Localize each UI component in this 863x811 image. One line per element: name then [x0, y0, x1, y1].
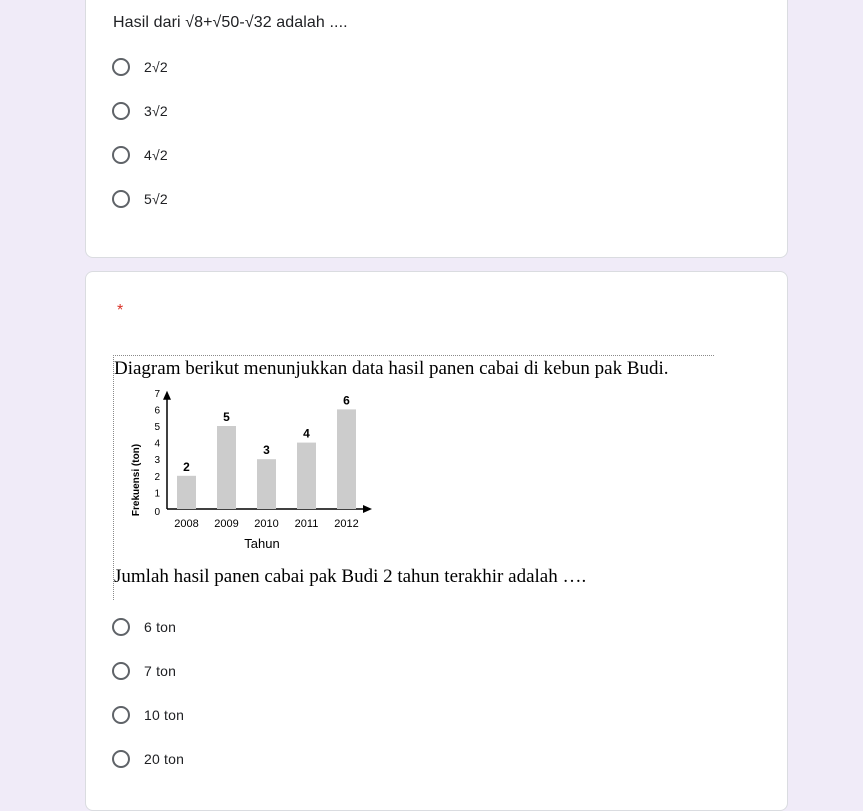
radio-option-2[interactable]	[112, 659, 176, 683]
radio-button[interactable]	[112, 102, 130, 120]
option-label: 7 ton	[144, 663, 177, 679]
x-tick-label: 2012	[334, 518, 359, 530]
bar-2009	[217, 426, 236, 509]
x-tick-label: 2008	[174, 518, 199, 530]
bar-value-label: 2	[183, 459, 190, 474]
question-image	[113, 355, 714, 600]
x-tick-label: 2010	[254, 518, 279, 530]
radio-option-1[interactable]	[112, 55, 168, 79]
radio-button[interactable]	[112, 190, 130, 208]
radio-button[interactable]	[112, 146, 130, 164]
option-label: 3√2	[144, 103, 168, 119]
bar-2012	[337, 409, 356, 509]
option-label: 2√2	[144, 59, 168, 75]
x-axis-label: Tahun	[244, 536, 280, 551]
radio-option-2[interactable]	[112, 99, 168, 123]
y-tick-label: 2	[154, 471, 160, 483]
bar-value-label: 6	[343, 393, 350, 408]
x-tick-label: 2009	[214, 518, 239, 530]
radio-button[interactable]	[112, 618, 130, 636]
bar-value-label: 3	[263, 443, 270, 458]
bar-value-label: 5	[223, 410, 230, 424]
y-tick-label: 1	[154, 488, 160, 500]
y-axis-arrow	[163, 391, 171, 400]
bar-2010	[257, 459, 276, 509]
y-tick-label: 0	[154, 507, 160, 518]
radio-option-4[interactable]	[112, 187, 168, 211]
y-tick-label: 6	[154, 405, 160, 417]
image-caption-bottom: Jumlah hasil panen cabai pak Budi 2 tahun terakhir adalah ….	[114, 566, 587, 587]
radio-button[interactable]	[112, 662, 130, 680]
option-label: 6 ton	[144, 619, 177, 635]
option-label: 20 ton	[144, 751, 185, 767]
question-card-1	[85, 0, 788, 258]
radio-button[interactable]	[112, 706, 130, 724]
question-title: Hasil dari √8+√50-√32 adalah ....	[113, 14, 348, 31]
question-card-2	[85, 271, 788, 811]
bar-2011	[297, 443, 316, 509]
bar-chart	[122, 384, 382, 564]
option-label: 4√2	[144, 147, 168, 163]
y-tick-label: 5	[154, 422, 160, 433]
option-label: 10 ton	[144, 707, 185, 723]
x-tick-label: 2011	[294, 518, 319, 530]
bar-2008	[177, 476, 196, 509]
radio-option-1[interactable]	[112, 615, 176, 639]
y-axis-label: Frekuensi (ton)	[131, 443, 142, 517]
option-label: 5√2	[144, 191, 168, 207]
radio-option-3[interactable]	[112, 143, 168, 167]
radio-option-3[interactable]	[112, 703, 184, 727]
y-tick-label: 7	[154, 388, 160, 400]
bar-value-label: 4	[303, 426, 310, 441]
image-caption-top: Diagram berikut menunjukkan data hasil panen cabai di kebun pak Budi.	[114, 358, 669, 379]
radio-option-4[interactable]	[112, 747, 184, 771]
radio-button[interactable]	[112, 750, 130, 768]
radio-button[interactable]	[112, 58, 130, 76]
y-tick-label: 3	[154, 455, 160, 467]
required-asterisk: *	[117, 302, 124, 319]
x-axis-arrow	[363, 505, 372, 513]
y-tick-label: 4	[154, 438, 160, 450]
